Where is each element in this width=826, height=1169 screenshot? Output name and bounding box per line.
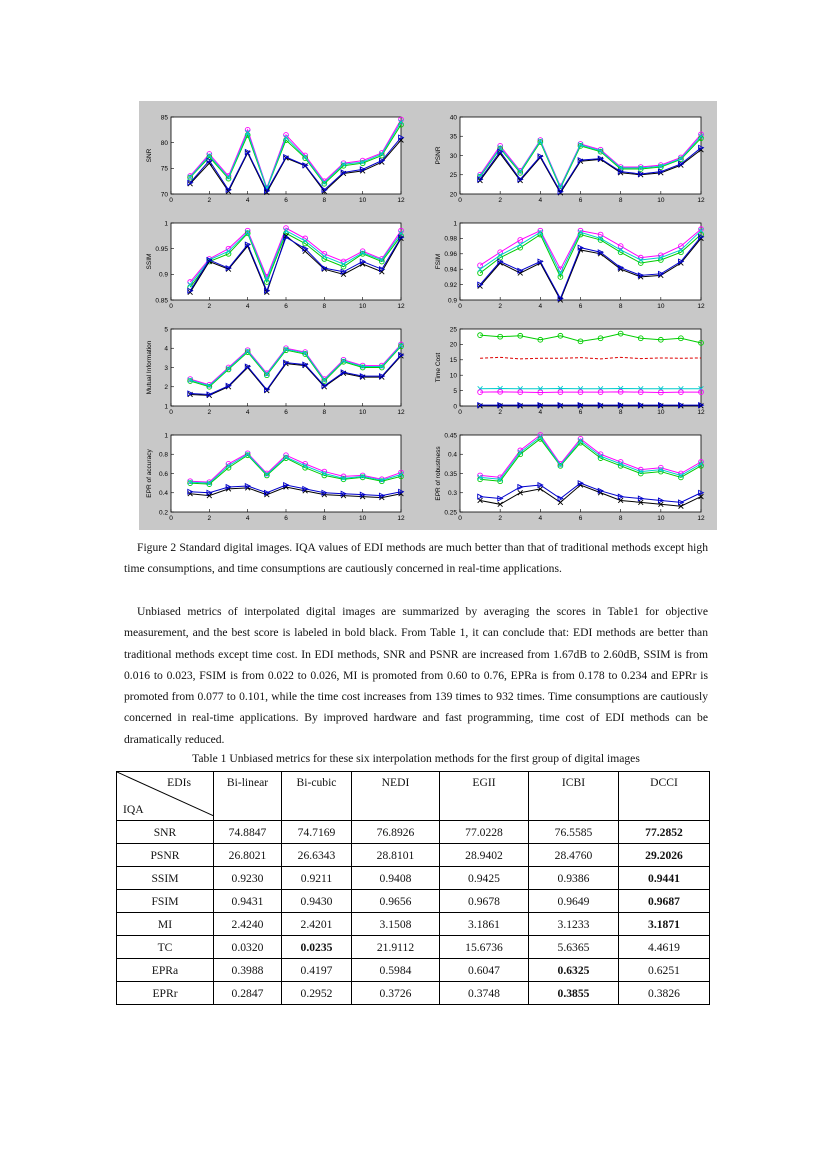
y-tick-label: 0.94 [444,266,457,274]
y-tick-label: 15 [449,357,457,365]
x-tick-label: 0 [458,197,462,204]
table-body [117,821,710,1005]
row-label: MI [117,913,214,936]
x-tick-label: 4 [538,197,543,204]
table-cell: 28.9402 [440,844,529,867]
table-cell: 77.0228 [440,821,529,844]
table-cell: 0.9678 [440,890,529,913]
row-label: SSIM [117,867,214,890]
x-tick-label: 6 [578,515,583,522]
y-tick-label: 0.4 [158,490,168,498]
table-cell: 0.3748 [440,982,529,1005]
x-tick-label: 8 [322,197,327,204]
table-row [117,821,710,844]
subplot [435,432,705,522]
x-tick-label: 8 [618,515,623,522]
table-cell: 77.2852 [619,821,710,844]
table-cell: 76.8926 [352,821,440,844]
table-cell: 0.9430 [282,890,352,913]
subplot [146,432,405,522]
row-label: EPRr [117,982,214,1005]
y-tick-label: 0.4 [447,451,457,459]
column-header: Bi-linear [214,772,282,821]
x-tick-label: 2 [498,515,502,522]
x-tick-label: 2 [498,303,502,310]
x-tick-label: 4 [245,409,250,416]
y-tick-label: 3 [164,364,168,372]
figure-caption: Figure 2 Standard digital images. IQA values of EDI methods are much better than that of traditional methods except high time consumptions, and time consumptions are cautiously concerned in real-time applications. [124,541,708,575]
x-tick-label: 10 [359,197,367,204]
y-tick-label: 0.95 [155,245,168,253]
x-tick-label: 0 [169,515,173,522]
table-row [117,890,710,913]
y-tick-label: 0 [453,403,457,411]
x-tick-label: 4 [245,303,250,310]
y-tick-label: 5 [453,387,457,395]
table-cell: 0.6251 [619,959,710,982]
table-cell: 3.1508 [352,913,440,936]
y-tick-label: 35 [449,133,457,141]
row-label: PSNR [117,844,214,867]
table-cell: 3.1233 [529,913,619,936]
table-cell: 3.1871 [619,913,710,936]
table-cell: 76.5585 [529,821,619,844]
x-tick-label: 2 [498,197,502,204]
x-tick-label: 2 [207,515,212,522]
table-cell: 0.9425 [440,867,529,890]
table-title: Table 1 Unbiased metrics for these six interpolation methods for the first group of digital images [192,752,640,765]
table-cell: 0.3855 [529,982,619,1005]
plot-area [171,435,401,512]
table-cell: 0.3988 [214,959,282,982]
table-corner-cell [117,772,214,821]
table-cell: 4.4619 [619,936,710,959]
x-tick-label: 12 [397,409,405,416]
x-tick-label: 2 [207,409,212,416]
subplot [435,114,705,204]
y-tick-label: 5 [164,326,168,334]
table-cell: 28.4760 [529,844,619,867]
y-axis-label: SSIM [146,253,153,270]
table-cell: 0.9441 [619,867,710,890]
table-cell: 74.7169 [282,821,352,844]
y-tick-label: 4 [164,345,168,353]
y-tick-label: 20 [449,341,457,349]
figure-2-plots [139,101,717,530]
table-cell: 0.4197 [282,959,352,982]
y-tick-label: 80 [160,139,168,147]
x-tick-label: 2 [207,303,212,310]
column-header: DCCI [619,772,710,821]
y-tick-label: 1 [164,432,168,440]
series-line [480,392,701,393]
column-header: ICBI [529,772,619,821]
plot-area [460,117,701,194]
x-tick-label: 0 [169,303,173,310]
y-axis-label: Mutual Information [146,340,153,395]
table-cell: 0.3726 [352,982,440,1005]
x-tick-label: 0 [169,197,173,204]
table-cell: 2.4201 [282,913,352,936]
x-tick-label: 0 [458,303,462,310]
subplot [435,326,705,416]
column-header: NEDI [352,772,440,821]
y-tick-label: 0.35 [444,470,457,478]
table-cell: 0.9656 [352,890,440,913]
y-tick-label: 1 [453,220,457,228]
x-tick-label: 2 [207,197,212,204]
subplot [435,220,705,310]
y-tick-label: 0.25 [444,509,457,517]
x-tick-label: 8 [618,197,623,204]
subplot [146,114,405,204]
x-tick-label: 10 [657,303,665,310]
subplot [146,326,405,416]
row-label: EPRa [117,959,214,982]
x-tick-label: 0 [458,409,462,416]
x-tick-label: 10 [359,409,367,416]
y-tick-label: 70 [160,191,168,199]
x-tick-label: 2 [498,409,502,416]
x-tick-label: 6 [284,409,288,416]
y-tick-label: 0.98 [444,235,457,243]
y-tick-label: 0.9 [447,297,457,305]
body-paragraph: Unbiased metrics of interpolated digital images are summarized by averaging the scores in Table1 for objective measurement, and the best score is labeled in bold black. From Table 1, it can conclude that: EDI methods are better than traditional methods except time cost. In EDI methods, SNR and PSNR are increased from 1.67dB to 2.60dB, SSIM is from 0.016 to 0.023, FSIM is from 0.022 to 0.026, MI is promoted from 0.60 to 0.76, EPRa is from 0.178 to 0.234 and EPRr is promoted from 0.077 to 0.101, while the time cost increases from 139 times to 932 times. Time consumptions are cautiously concerned in real-time applications. By improved hardware and fast programming, time cost of EDI methods can be dramatically reduced. [124,605,708,746]
table-row [117,844,710,867]
table-cell: 0.5984 [352,959,440,982]
x-tick-label: 10 [359,303,367,310]
x-tick-label: 12 [697,409,705,416]
x-tick-label: 0 [458,515,462,522]
y-tick-label: 0.6 [158,470,168,478]
table-cell: 0.9431 [214,890,282,913]
x-tick-label: 6 [284,197,288,204]
table-cell: 3.1861 [440,913,529,936]
y-axis-label: EPR of robustness [435,446,442,501]
table-cell: 0.2952 [282,982,352,1005]
figure-2 [139,101,717,530]
table-cell: 0.0320 [214,936,282,959]
y-tick-label: 85 [160,114,168,122]
table-cell: 0.9211 [282,867,352,890]
table-cell: 0.3826 [619,982,710,1005]
y-axis-label: EPR of accuracy [146,449,153,498]
x-tick-label: 4 [538,409,543,416]
table-row [117,982,710,1005]
x-tick-label: 4 [538,303,543,310]
x-tick-label: 12 [397,303,405,310]
y-tick-label: 20 [449,191,457,199]
table-cell: 0.9230 [214,867,282,890]
table-cell: 29.2026 [619,844,710,867]
y-axis-label: FSIM [435,253,442,270]
table-row [117,867,710,890]
y-tick-label: 1 [164,403,168,411]
y-tick-label: 0.3 [447,490,457,498]
corner-iqa-label: IQA [123,803,144,816]
x-tick-label: 12 [697,515,705,522]
table-row [117,913,710,936]
x-tick-label: 10 [657,197,665,204]
y-tick-label: 25 [449,172,457,180]
x-tick-label: 8 [322,303,327,310]
y-tick-label: 0.2 [158,509,168,517]
table-cell: 0.9408 [352,867,440,890]
table-cell: 2.4240 [214,913,282,936]
subplot [146,220,405,310]
table-cell: 74.8847 [214,821,282,844]
row-label: TC [117,936,214,959]
table-cell: 21.9112 [352,936,440,959]
table-header-row [117,772,710,821]
y-axis-label: Time Cost [435,352,442,383]
table-cell: 0.9386 [529,867,619,890]
y-tick-label: 1 [164,220,168,228]
x-tick-label: 8 [618,409,623,416]
table-cell: 0.2847 [214,982,282,1005]
y-tick-label: 2 [164,384,168,392]
x-tick-label: 12 [697,303,705,310]
y-axis-label: SNR [146,148,153,163]
table-row [117,959,710,982]
column-header: Bi-cubic [282,772,352,821]
x-tick-label: 0 [169,409,173,416]
y-tick-label: 0.92 [444,281,457,289]
x-tick-label: 6 [578,303,583,310]
table-cell: 26.6343 [282,844,352,867]
x-tick-label: 12 [697,197,705,204]
x-tick-label: 4 [245,197,250,204]
table-row [117,936,710,959]
x-tick-label: 8 [618,303,623,310]
table-cell: 0.9687 [619,890,710,913]
y-tick-label: 30 [449,152,457,160]
x-tick-label: 6 [578,197,583,204]
y-tick-label: 40 [449,114,457,122]
y-tick-label: 75 [160,165,168,173]
table-cell: 26.8021 [214,844,282,867]
y-tick-label: 25 [449,326,457,334]
table-cell: 0.9649 [529,890,619,913]
x-tick-label: 10 [359,515,367,522]
metrics-table [116,771,710,1005]
y-tick-label: 0.96 [444,251,457,259]
x-tick-label: 12 [397,515,405,522]
y-tick-label: 10 [449,372,457,380]
table-cell: 0.6325 [529,959,619,982]
y-tick-label: 0.85 [155,297,168,305]
x-tick-label: 6 [284,303,288,310]
table-cell: 15.6736 [440,936,529,959]
corner-edis-label: EDIs [167,776,191,789]
y-tick-label: 0.8 [158,451,168,459]
x-tick-label: 6 [284,515,288,522]
row-label: SNR [117,821,214,844]
table-cell: 28.8101 [352,844,440,867]
y-tick-label: 0.45 [444,432,457,440]
table-cell: 5.6365 [529,936,619,959]
y-tick-label: 0.9 [158,271,168,279]
x-tick-label: 12 [397,197,405,204]
x-tick-label: 10 [657,409,665,416]
x-tick-label: 6 [578,409,583,416]
column-header: EGII [440,772,529,821]
x-tick-label: 8 [322,515,327,522]
y-axis-label: PSNR [435,146,442,165]
x-tick-label: 4 [538,515,543,522]
x-tick-label: 4 [245,515,250,522]
table-cell: 0.0235 [282,936,352,959]
x-tick-label: 10 [657,515,665,522]
table-cell: 0.6047 [440,959,529,982]
row-label: FSIM [117,890,214,913]
x-tick-label: 8 [322,409,327,416]
